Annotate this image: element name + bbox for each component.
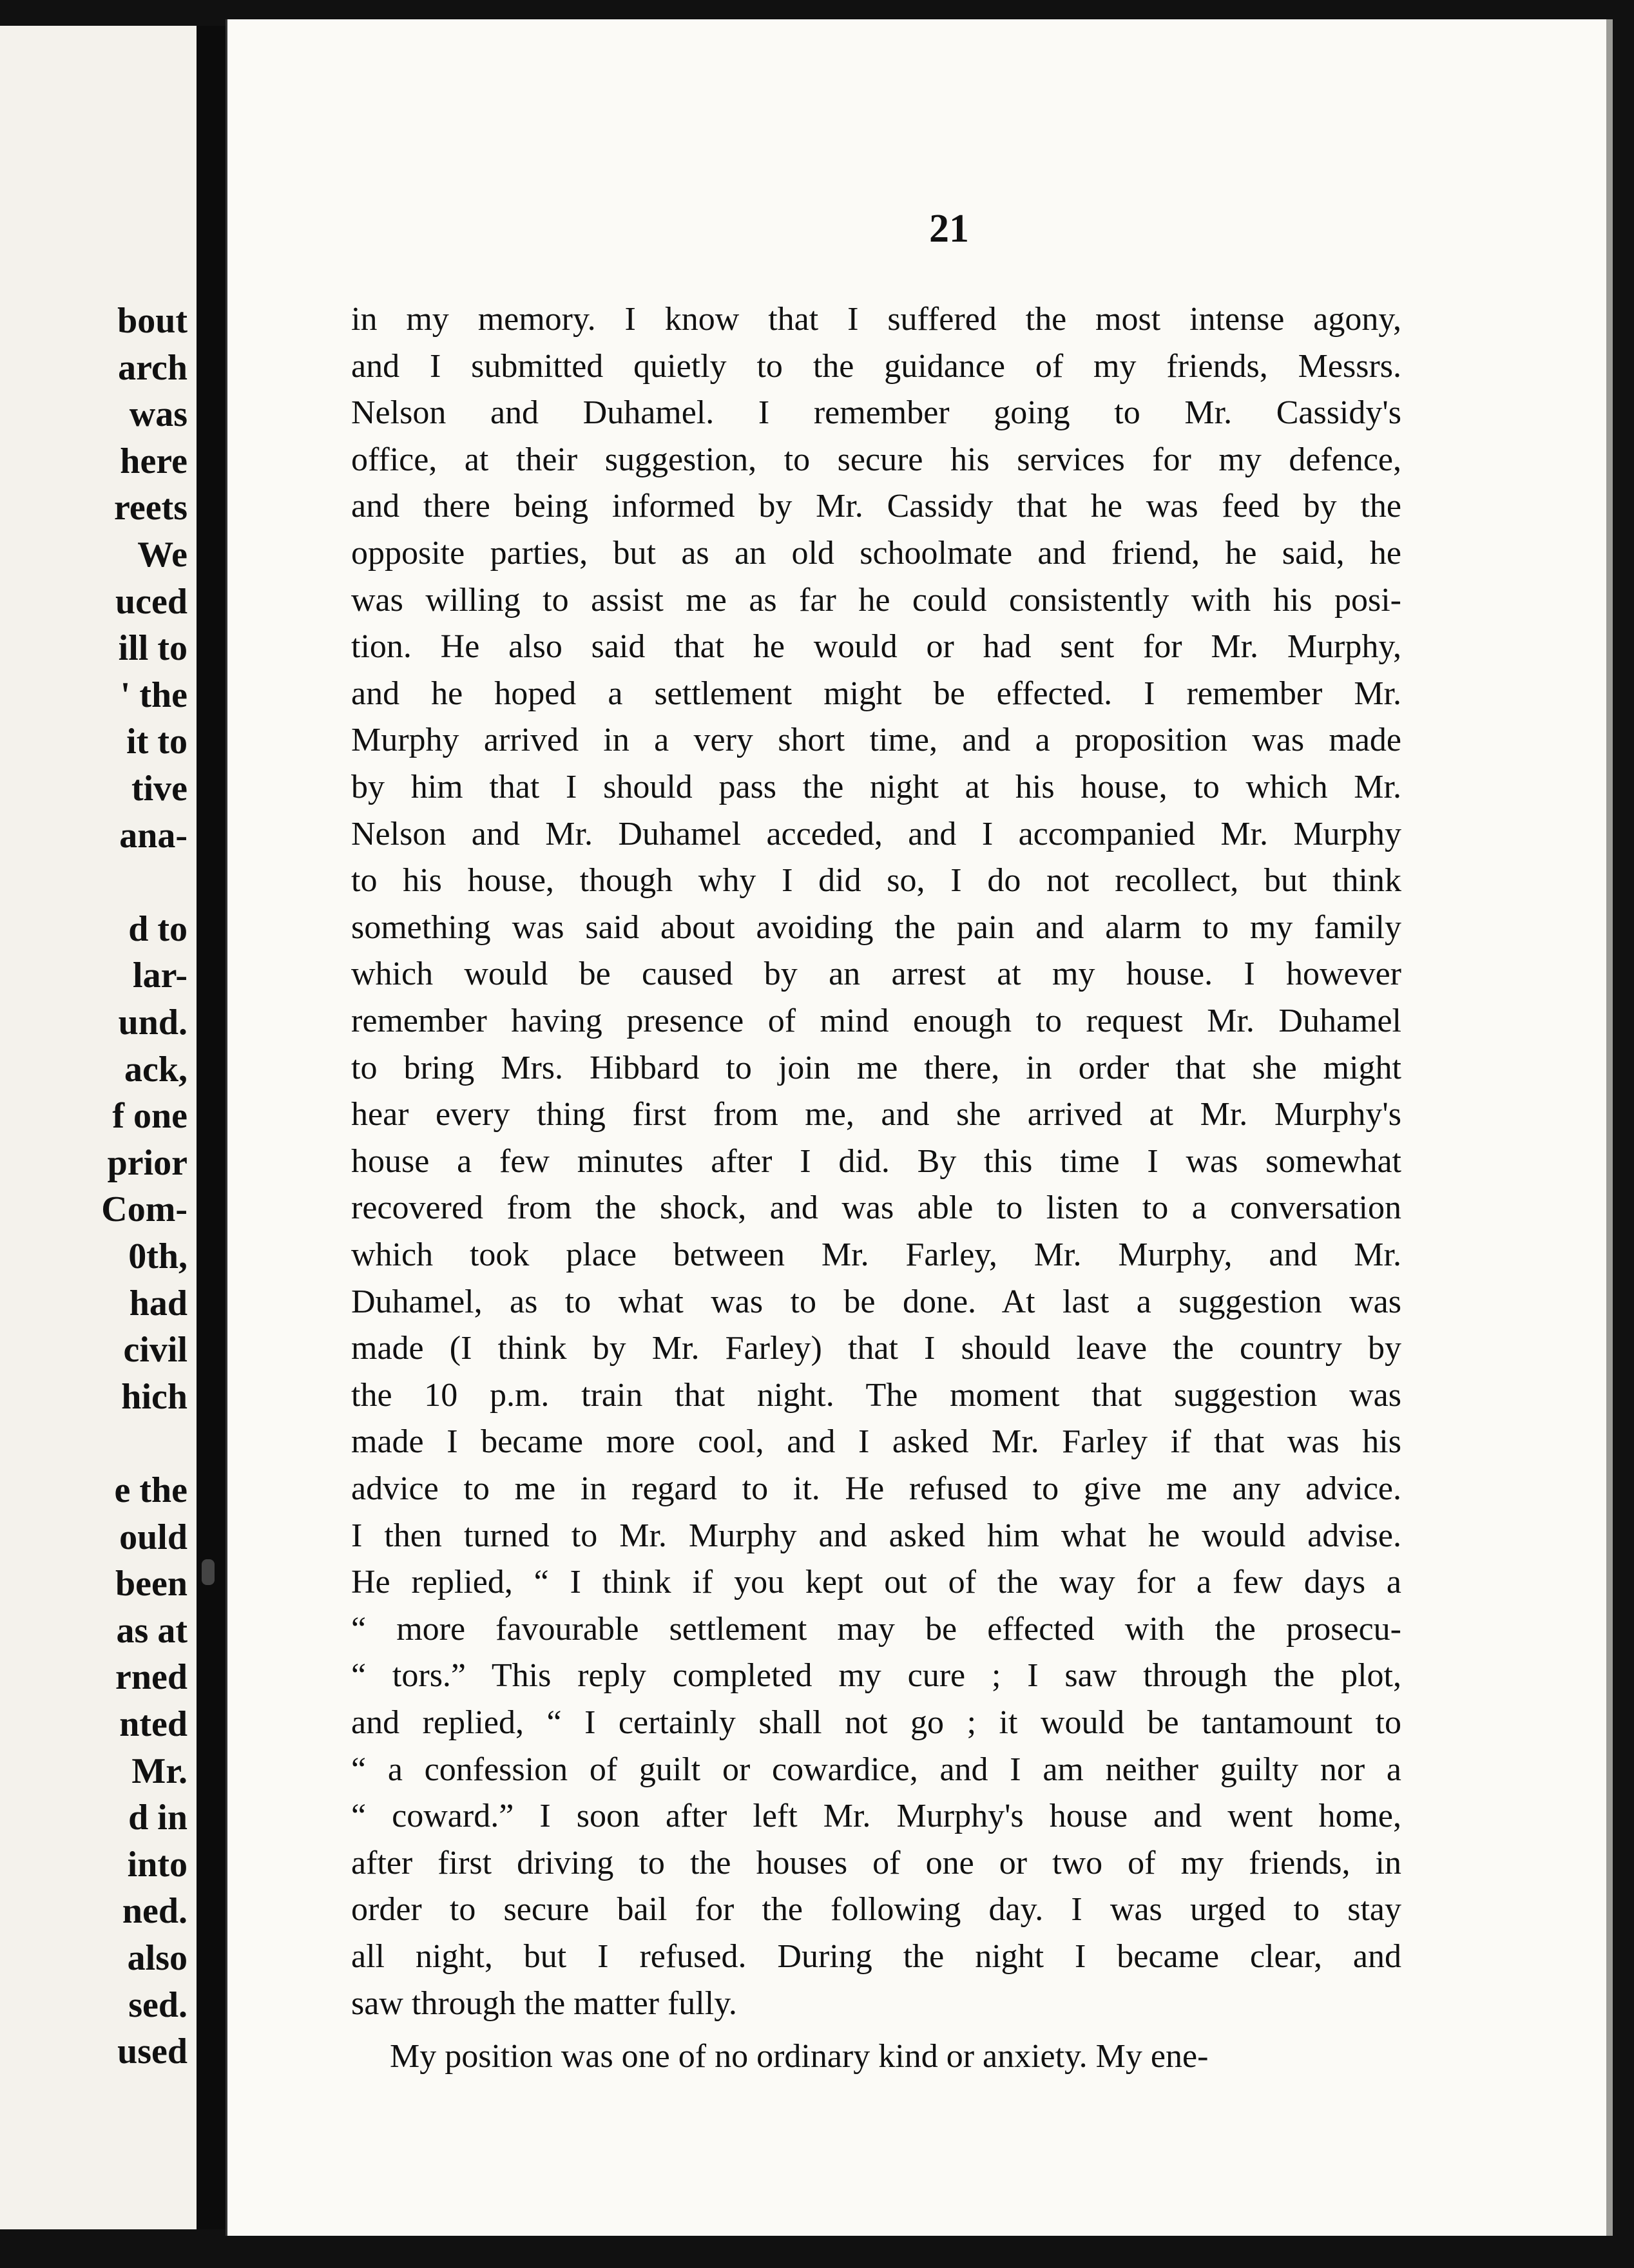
left-page-line: ill to xyxy=(118,628,187,669)
left-page-line: und. xyxy=(118,1003,187,1043)
left-page-line: We xyxy=(137,535,187,575)
left-page-line: as at xyxy=(116,1610,187,1651)
left-page-line: into xyxy=(127,1844,187,1885)
left-page-line: also xyxy=(127,1938,187,1978)
left-page-line: reets xyxy=(114,488,187,528)
text-line: and replied, “ I certainly shall not go ; it would be tantamount to xyxy=(351,1704,1401,1741)
left-page-line: d in xyxy=(128,1798,187,1838)
left-page-line: ack, xyxy=(124,1049,187,1090)
text-line: after first driving to the houses of one or two of my friends, in xyxy=(351,1844,1401,1881)
left-page-line: f one xyxy=(112,1096,187,1137)
text-line: by him that I should pass the night at his house, to which Mr. xyxy=(351,769,1401,805)
text-line: opposite parties, but as an old schoolmate and friend, he said, he xyxy=(351,535,1401,572)
left-page-line: used xyxy=(117,2032,187,2072)
text-line: order to secure bail for the following day. I was urged to stay xyxy=(351,1891,1401,1928)
text-line: He replied, “ I think if you kept out of the way for a few days a xyxy=(351,1564,1401,1601)
text-line: My position was one of no ordinary kind or anxiety. My ene- xyxy=(390,2038,1209,2075)
text-line: and there being informed by Mr. Cassidy that he was feed by the xyxy=(351,488,1401,525)
page-edge xyxy=(1606,19,1613,2236)
left-page-line: uced xyxy=(115,581,187,622)
left-page-line: prior xyxy=(107,1142,187,1183)
text-line: Nelson and Duhamel. I remember going to Mr. Cassidy's xyxy=(351,394,1401,432)
right-page xyxy=(226,19,1613,2236)
text-line: “ a confession of guilt or cowardice, and I am neither guilty nor a xyxy=(351,1751,1401,1788)
text-line: office, at their suggestion, to secure his services for my defence, xyxy=(351,441,1401,478)
text-line: hear every thing first from me, and she arrived at Mr. Murphy's xyxy=(351,1096,1401,1133)
page-number: 21 xyxy=(929,207,969,251)
left-page-line: was xyxy=(129,394,187,435)
left-page-line: sed. xyxy=(128,1984,187,2025)
text-line: “ tors.” This reply completed my cure ; I saw through the plot, xyxy=(351,1657,1401,1695)
left-page-line: ' the xyxy=(120,675,187,715)
left-page-line: 0th, xyxy=(128,1236,187,1276)
text-line: all night, but I refused. During the night I became clear, and xyxy=(351,1938,1401,1975)
left-page-line: arch xyxy=(118,347,187,388)
text-line: “ more favourable settlement may be effected with the prosecu- xyxy=(351,1610,1401,1648)
text-line: and he hoped a settlement might be effected. I remember Mr. xyxy=(351,675,1401,712)
left-page-line: nted xyxy=(119,1704,187,1744)
left-page-line: had xyxy=(129,1283,187,1323)
left-page-line: hich xyxy=(121,1376,187,1417)
text-line: which took place between Mr. Farley, Mr. Murphy, and Mr. xyxy=(351,1236,1401,1273)
text-line: which would be caused by an arrest at my house. I however xyxy=(351,956,1401,993)
text-line: Murphy arrived in a very short time, and a proposition was made xyxy=(351,722,1401,759)
left-page-line: rned xyxy=(115,1657,187,1698)
text-line: to bring Mrs. Hibbard to join me there, in order that she might xyxy=(351,1049,1401,1086)
left-page-line: here xyxy=(120,441,187,481)
left-page-line: ana- xyxy=(119,815,187,856)
text-line: saw through the matter fully. xyxy=(351,1984,737,2022)
book-gutter xyxy=(197,26,226,2229)
text-line: advice to me in regard to it. He refused to give me any advice. xyxy=(351,1470,1401,1507)
text-line: remember having presence of mind enough to request Mr. Duhamel xyxy=(351,1003,1401,1039)
left-page-line: ould xyxy=(119,1517,187,1557)
text-line: made I became more cool, and I asked Mr. Farley if that was his xyxy=(351,1423,1401,1461)
left-page-line: it to xyxy=(126,722,187,762)
left-page-line: lar- xyxy=(133,956,187,996)
text-line: made (I think by Mr. Farley) that I should leave the country by xyxy=(351,1330,1401,1367)
text-line: and I submitted quietly to the guidance of my friends, Messrs. xyxy=(351,347,1401,385)
text-line: Duhamel, as to what was to be done. At last a suggestion was xyxy=(351,1283,1401,1320)
text-line: Nelson and Mr. Duhamel acceded, and I accompanied Mr. Murphy xyxy=(351,815,1401,852)
text-line: to his house, though why I did so, I do not recollect, but think xyxy=(351,862,1401,899)
text-line: house a few minutes after I did. By this time I was somewhat xyxy=(351,1142,1401,1180)
text-line: I then turned to Mr. Murphy and asked him what he would advise. xyxy=(351,1517,1401,1554)
text-line: the 10 p.m. train that night. The moment that suggestion was xyxy=(351,1376,1401,1414)
text-line: “ coward.” I soon after left Mr. Murphy's house and went home, xyxy=(351,1798,1401,1835)
left-page-fragment xyxy=(0,26,200,2229)
text-line: was willing to assist me as far he could consistently with his posi- xyxy=(351,581,1401,619)
left-page-line: d to xyxy=(128,908,187,949)
left-page-line: civil xyxy=(123,1330,187,1370)
left-page-line: tive xyxy=(131,769,187,809)
left-page-line: Mr. xyxy=(131,1751,187,1791)
left-page-line: Com- xyxy=(101,1189,187,1230)
text-line: recovered from the shock, and was able to listen to a conversation xyxy=(351,1189,1401,1227)
left-page-line: been xyxy=(115,1564,187,1604)
gutter-mark xyxy=(202,1559,215,1585)
left-page-line: bout xyxy=(117,301,187,341)
left-page-line: ned. xyxy=(122,1891,187,1932)
text-line: tion. He also said that he would or had sent for Mr. Murphy, xyxy=(351,628,1401,666)
text-line: in my memory. I know that I suffered the most intense agony, xyxy=(351,301,1401,338)
left-page-line: e the xyxy=(114,1470,187,1510)
text-line: something was said about avoiding the pain and alarm to my family xyxy=(351,908,1401,946)
